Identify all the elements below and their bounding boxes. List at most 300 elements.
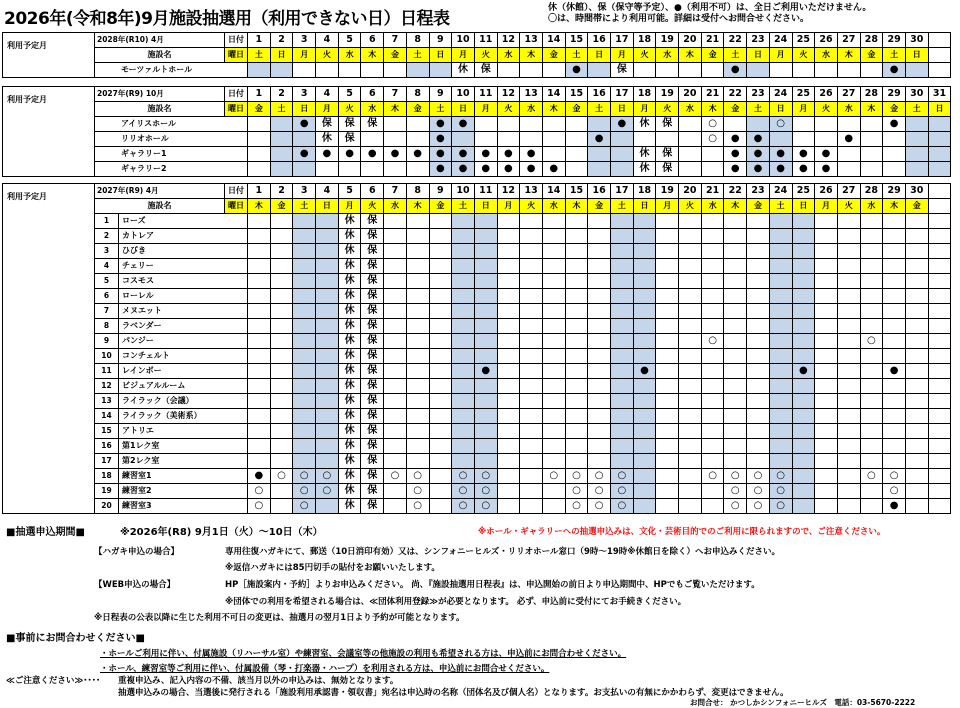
day-number: 2: [270, 87, 293, 102]
facility-row: [3, 63, 951, 78]
contact-info: お問合せ： かつしかシンフォニーヒルズ 電話：03-5670-2222: [690, 698, 916, 707]
schedule-cell: [724, 364, 747, 379]
schedule-cell: [293, 289, 316, 304]
schedule-cell: [248, 454, 271, 469]
partial-mark: ○: [594, 500, 604, 511]
weekday-cell: 水: [520, 102, 543, 117]
weekday-cell: 金: [883, 102, 906, 117]
schedule-cell: [747, 499, 770, 514]
schedule-cell: [316, 424, 339, 439]
period-label: 2027年(R9) 10月: [95, 87, 225, 102]
day-number: 9: [429, 184, 452, 199]
weekday-cell: 土: [248, 48, 271, 63]
partial-mark: ○: [594, 470, 604, 481]
facility-row: [3, 259, 951, 274]
closed-mark: 休: [344, 500, 355, 511]
usage-month-label: 利用予定月: [3, 33, 95, 78]
schedule-cell: [679, 244, 702, 259]
day-number: 13: [520, 184, 543, 199]
schedule-cell: [611, 162, 634, 177]
schedule-cell: [497, 289, 520, 304]
schedule-cell: [792, 439, 815, 454]
facility-name: リリオホール: [95, 132, 248, 147]
schedule-cell: [565, 499, 588, 514]
facility-name: ギャラリー2: [95, 162, 248, 177]
schedule-cell: [384, 63, 407, 78]
schedule-cell: [905, 439, 928, 454]
unavailable-mark: ●: [889, 500, 899, 511]
schedule-cell: [883, 409, 906, 424]
schedule-cell: [633, 147, 656, 162]
weekday-cell: 火: [792, 48, 815, 63]
schedule-cell: [656, 244, 679, 259]
schedule-cell: [248, 229, 271, 244]
schedule-cell: [769, 117, 792, 132]
schedule-cell: [905, 132, 928, 147]
schedule-cell: [883, 214, 906, 229]
day-number: 31: [928, 87, 951, 102]
schedule-cell: [769, 229, 792, 244]
schedule-cell: [837, 439, 860, 454]
schedule-cell: [883, 439, 906, 454]
weekday-cell: 木: [248, 199, 271, 214]
schedule-cell: [928, 289, 951, 304]
weekday-cell: 日: [293, 102, 316, 117]
maintenance-mark: 保: [344, 133, 355, 144]
schedule-cell: [338, 229, 361, 244]
schedule-cell: [497, 334, 520, 349]
schedule-cell: [293, 132, 316, 147]
schedule-cell: [429, 63, 452, 78]
day-number: 14: [542, 33, 565, 48]
schedule-cell: [815, 304, 838, 319]
schedule-cell: [656, 349, 679, 364]
day-number: 5: [338, 87, 361, 102]
day-number: 28: [860, 33, 883, 48]
schedule-cell: [656, 63, 679, 78]
schedule-cell: [293, 439, 316, 454]
unavailable-mark: ●: [617, 118, 627, 129]
schedule-cell: [656, 289, 679, 304]
schedule-cell: [611, 499, 634, 514]
facility-name: アトリエ: [119, 424, 248, 439]
schedule-cell: [611, 214, 634, 229]
schedule-cell: [293, 214, 316, 229]
schedule-cell: [701, 499, 724, 514]
maintenance-mark: 保: [344, 118, 355, 129]
unavailable-mark: ●: [367, 148, 377, 159]
weekday-cell: 火: [316, 48, 339, 63]
schedule-cell: [429, 379, 452, 394]
day-number: 3: [293, 184, 316, 199]
schedule-cell: [270, 244, 293, 259]
schedule-cell: [248, 439, 271, 454]
schedule-cell: [588, 319, 611, 334]
facility-label: 施設名: [95, 199, 225, 214]
maintenance-mark: 保: [367, 260, 378, 271]
schedule-cell: [588, 274, 611, 289]
schedule-cell: [792, 379, 815, 394]
schedule-cell: [792, 259, 815, 274]
schedule-cell: [860, 349, 883, 364]
schedule-cell: [497, 147, 520, 162]
schedule-cell: [338, 364, 361, 379]
schedule-cell: [565, 439, 588, 454]
schedule-cell: [588, 244, 611, 259]
weekday-label: 曜日: [225, 102, 248, 117]
schedule-cell: [747, 229, 770, 244]
day-number: 24: [769, 33, 792, 48]
schedule-cell: [361, 274, 384, 289]
schedule-cell: [724, 379, 747, 394]
partial-mark: ○: [481, 470, 491, 481]
schedule-cell: [316, 147, 339, 162]
weekday-cell: 金: [565, 102, 588, 117]
schedule-cell: [633, 244, 656, 259]
weekday-cell: 月: [316, 102, 339, 117]
schedule-cell: [633, 259, 656, 274]
schedule-cell: [633, 162, 656, 177]
schedule-cell: [293, 304, 316, 319]
partial-mark: ○: [776, 485, 786, 496]
unavailable-mark: ●: [889, 64, 899, 75]
schedule-cell: [701, 349, 724, 364]
partial-mark: ○: [889, 470, 899, 481]
schedule-cell: [611, 409, 634, 424]
schedule-cell: [338, 394, 361, 409]
schedule-cell: [520, 454, 543, 469]
schedule-cell: [316, 259, 339, 274]
schedule-cell: [248, 304, 271, 319]
partial-mark: ○: [299, 470, 309, 481]
schedule-cell: [928, 259, 951, 274]
schedule-cell: [338, 319, 361, 334]
schedule-cell: [565, 379, 588, 394]
schedule-cell: [747, 454, 770, 469]
weekday-cell: 木: [837, 48, 860, 63]
schedule-cell: [338, 484, 361, 499]
schedule-cell: [747, 409, 770, 424]
day-number: 22: [724, 87, 747, 102]
day-number: 3: [293, 33, 316, 48]
schedule-cell: [429, 319, 452, 334]
schedule-cell: [316, 319, 339, 334]
maintenance-mark: 保: [662, 118, 673, 129]
day-number: 12: [497, 33, 520, 48]
schedule-cell: [270, 334, 293, 349]
schedule-cell: [520, 424, 543, 439]
schedule-cell: [270, 304, 293, 319]
schedule-cell: [542, 63, 565, 78]
schedule-cell: [406, 289, 429, 304]
facility-name: ローレル: [119, 289, 248, 304]
schedule-cell: [542, 214, 565, 229]
schedule-cell: [611, 334, 634, 349]
schedule-cell: [837, 147, 860, 162]
schedule-cell: [724, 439, 747, 454]
schedule-cell: [270, 289, 293, 304]
schedule-cell: [724, 349, 747, 364]
schedule-cell: [338, 289, 361, 304]
inquiry-line-2: ・ホール、練習室等ご利用に伴い、付属設備（琴・打楽器・ハープ）を利用される方は、申込前にお問合せください。: [100, 664, 550, 674]
schedule-cell: [905, 274, 928, 289]
schedule-cell: [747, 132, 770, 147]
weekday-cell: 金: [248, 102, 271, 117]
schedule-cell: [497, 439, 520, 454]
schedule-cell: [747, 214, 770, 229]
schedule-cell: [860, 304, 883, 319]
schedule-cell: [497, 319, 520, 334]
schedule-cell: [565, 454, 588, 469]
schedule-cell: [792, 289, 815, 304]
facility-name: コンチェルト: [119, 349, 248, 364]
maintenance-mark: 保: [367, 275, 378, 286]
schedule-cell: [293, 229, 316, 244]
schedule-cell: [497, 379, 520, 394]
schedule-cell: [611, 274, 634, 289]
schedule-cell: [384, 289, 407, 304]
schedule-cell: [769, 63, 792, 78]
schedule-cell: [633, 439, 656, 454]
schedule-cell: [452, 244, 475, 259]
schedule-cell: [860, 379, 883, 394]
schedule-cell: [633, 229, 656, 244]
schedule-cell: [270, 364, 293, 379]
schedule-cell: [815, 409, 838, 424]
schedule-cell: [588, 484, 611, 499]
schedule-cell: [452, 409, 475, 424]
schedule-cell: [724, 469, 747, 484]
schedule-cell: [679, 319, 702, 334]
schedule-cell: [656, 439, 679, 454]
schedule-cell: [860, 259, 883, 274]
closed-mark: 休: [344, 395, 355, 406]
schedule-cell: [701, 469, 724, 484]
schedule-cell: [633, 499, 656, 514]
schedule-cell: [724, 289, 747, 304]
schedule-cell: [316, 439, 339, 454]
schedule-cell: [384, 229, 407, 244]
facility-number: 11: [95, 364, 119, 379]
schedule-cell: [406, 349, 429, 364]
schedule-cell: [928, 454, 951, 469]
schedule-cell: [769, 454, 792, 469]
schedule-cell: [611, 469, 634, 484]
schedule-cell: [338, 469, 361, 484]
schedule-cell: [679, 289, 702, 304]
schedule-cell: [293, 63, 316, 78]
schedule-cell: [316, 304, 339, 319]
unavailable-mark: ●: [730, 148, 740, 159]
schedule-cell: [769, 394, 792, 409]
caution-line-2: 抽選申込みの場合、当選後に発行される「施設利用承認書・領収書」宛名は申込時の名称（団体名及び個人名）となります。お支払いの有無にかかわらず、変更はできません。: [118, 688, 789, 698]
schedule-cell: [724, 274, 747, 289]
day-number: 24: [769, 184, 792, 199]
postcard-heading: 【ハガキ申込の場合】: [94, 547, 180, 557]
weekday-cell: 月: [769, 48, 792, 63]
schedule-cell: [928, 162, 951, 177]
weekday-cell: 土: [406, 48, 429, 63]
partial-mark: ○: [867, 470, 876, 481]
schedule-cell: [338, 162, 361, 177]
facility-row: [3, 364, 951, 379]
schedule-cell: [656, 117, 679, 132]
schedule-cell: [270, 409, 293, 424]
schedule-cell: [248, 394, 271, 409]
maintenance-mark: 保: [367, 395, 378, 406]
schedule-cell: [928, 147, 951, 162]
schedule-cell: [769, 469, 792, 484]
schedule-cell: [792, 424, 815, 439]
schedule-cell: [701, 259, 724, 274]
schedule-cell: [361, 499, 384, 514]
schedule-cell: [452, 304, 475, 319]
schedule-cell: [679, 334, 702, 349]
schedule-cell: [747, 289, 770, 304]
schedule-cell: [542, 147, 565, 162]
closed-mark: 休: [639, 148, 650, 159]
weekday-cell: 日: [452, 102, 475, 117]
schedule-cell: [656, 454, 679, 469]
closed-mark: 休: [639, 163, 650, 174]
schedule-cell: [883, 304, 906, 319]
schedule-cell: [792, 274, 815, 289]
schedule-cell: [905, 484, 928, 499]
schedule-cell: [565, 259, 588, 274]
schedule-cell: [883, 349, 906, 364]
weekday-cell: 木: [679, 48, 702, 63]
facility-name: モーツァルトホール: [95, 63, 248, 78]
day-number: 29: [883, 184, 906, 199]
facility-number: 5: [95, 274, 119, 289]
schedule-cell: [338, 117, 361, 132]
day-number: 17: [611, 33, 634, 48]
schedule-cell: [724, 244, 747, 259]
schedule-cell: [837, 63, 860, 78]
schedule-cell: [747, 349, 770, 364]
schedule-cell: [384, 439, 407, 454]
schedule-cell: [769, 424, 792, 439]
schedule-cell: [679, 394, 702, 409]
schedule-note: ※日程表の公表以降に生じた利用不可日の変更は、抽選月の翌月1日より予約が可能となります。: [94, 613, 465, 623]
schedule-cell: [701, 274, 724, 289]
partial-mark: ○: [730, 485, 740, 496]
schedule-cell: [293, 319, 316, 334]
unavailable-mark: ●: [458, 148, 468, 159]
partial-mark: ○: [254, 500, 264, 511]
schedule-cell: [679, 259, 702, 274]
schedule-cell: [429, 439, 452, 454]
day-number: 10: [452, 184, 475, 199]
schedule-cell: [769, 214, 792, 229]
unavailable-mark: ●: [821, 148, 831, 159]
maintenance-mark: 保: [367, 335, 378, 346]
partial-mark: ○: [413, 485, 423, 496]
schedule-cell: [905, 63, 928, 78]
schedule-cell: [837, 454, 860, 469]
weekday-cell: 日: [270, 48, 293, 63]
schedule-cell: [815, 214, 838, 229]
usage-month-label: 利用予定月: [3, 87, 95, 177]
schedule-table-2: [2, 86, 951, 177]
schedule-cell: [679, 274, 702, 289]
schedule-cell: [361, 394, 384, 409]
weekday-cell: 土: [724, 48, 747, 63]
schedule-cell: [611, 319, 634, 334]
schedule-cell: [293, 259, 316, 274]
schedule-cell: [542, 349, 565, 364]
day-number: 21: [701, 184, 724, 199]
schedule-cell: [724, 424, 747, 439]
schedule-cell: [248, 63, 271, 78]
unavailable-mark: ●: [889, 365, 899, 376]
schedule-cell: [542, 394, 565, 409]
day-number: 13: [520, 33, 543, 48]
schedule-cell: [542, 424, 565, 439]
schedule-cell: [633, 349, 656, 364]
day-number: 15: [565, 33, 588, 48]
weekday-cell: 月: [497, 199, 520, 214]
weekday-cell: 土: [747, 102, 770, 117]
legend-line-2: 〇は、時間帯により利用可能。詳細は受付へお問合せください。: [548, 14, 810, 24]
schedule-cell: [520, 394, 543, 409]
schedule-cell: [747, 274, 770, 289]
schedule-cell: [928, 63, 951, 78]
schedule-cell: [406, 334, 429, 349]
schedule-table-3: [2, 183, 951, 514]
schedule-cell: [792, 364, 815, 379]
schedule-cell: [384, 259, 407, 274]
schedule-cell: [747, 63, 770, 78]
schedule-cell: [406, 304, 429, 319]
schedule-cell: [747, 319, 770, 334]
schedule-cell: [679, 424, 702, 439]
schedule-cell: [769, 379, 792, 394]
facility-name: チェリー: [119, 259, 248, 274]
schedule-cell: [497, 132, 520, 147]
schedule-cell: [497, 274, 520, 289]
schedule-cell: [270, 439, 293, 454]
facility-row: [3, 214, 951, 229]
facility-row: [3, 439, 951, 454]
schedule-cell: [588, 379, 611, 394]
schedule-cell: [815, 63, 838, 78]
schedule-cell: [361, 364, 384, 379]
schedule-cell: [361, 162, 384, 177]
partial-mark: ○: [322, 470, 332, 481]
schedule-cell: [361, 409, 384, 424]
maintenance-mark: 保: [367, 215, 378, 226]
schedule-cell: [769, 349, 792, 364]
schedule-cell: [679, 379, 702, 394]
facility-name: コスモス: [119, 274, 248, 289]
schedule-cell: [905, 454, 928, 469]
schedule-cell: [837, 304, 860, 319]
schedule-cell: [520, 147, 543, 162]
day-number: 16: [588, 184, 611, 199]
schedule-cell: [565, 304, 588, 319]
closed-mark: 休: [344, 425, 355, 436]
schedule-cell: [883, 484, 906, 499]
day-number: [928, 184, 951, 199]
schedule-cell: [611, 132, 634, 147]
day-number: 2: [270, 33, 293, 48]
day-number: 22: [724, 184, 747, 199]
day-number: 29: [883, 87, 906, 102]
schedule-cell: [928, 334, 951, 349]
schedule-cell: [565, 117, 588, 132]
schedule-cell: [520, 63, 543, 78]
